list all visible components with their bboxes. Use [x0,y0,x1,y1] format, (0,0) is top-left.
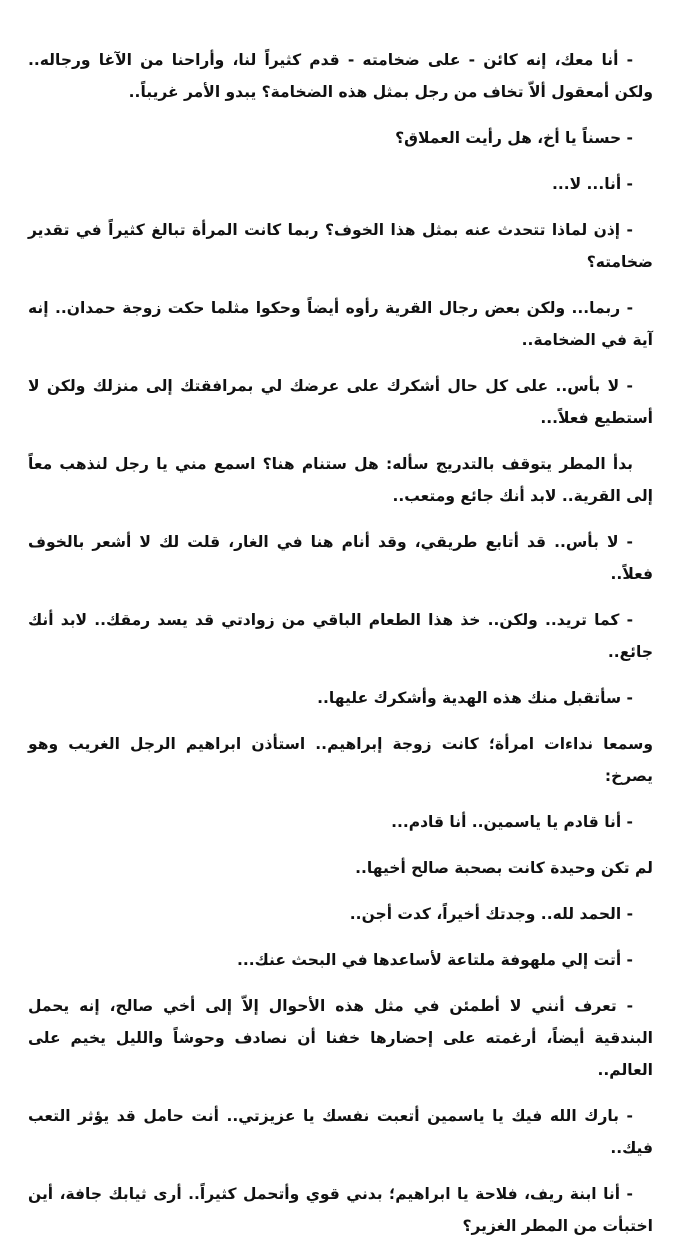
paragraph: - كما تريد.. ولكن.. خذ هذا الطعام الباقي من زوادتي قد يسد رمقك.. لابد أنك جائع.. [28,611,653,661]
paragraph: - أنا قادم يا ياسمين.. أنا قادم... [391,813,633,831]
paragraph: - ربما... ولكن بعض رجال القرية رأوه أيضاً وحكوا مثلما حكت زوجة حمدان.. إنه آية في الضخامة.. [28,299,653,349]
paragraph: - تعرف أنني لا أطمئن في مثل هذه الأحوال إلاّ إلى أخي صالح، إنه يحمل البندقية أيضاً، أرغمته على إحضارها خفنا أن نصادف وحوشاً والليل يخيم على العالم.. [28,997,653,1079]
paragraph: - حسناً يا أخ، هل رأيت العملاق؟ [395,129,633,147]
paragraph: - سأتقبل منك هذه الهدية وأشكرك عليها.. [317,689,633,707]
paragraph: - أنا ابنة ريف، فلاحة يا ابراهيم؛ بدني قوي وأتحمل كثيراً.. أرى ثيابك جافة، أين اختبأت من المطر الغزير؟ [28,1185,653,1235]
paragraph: - لا بأس.. قد أتابع طريقي، وقد أنام هنا في الغار، قلت لك لا أشعر بالخوف فعلاً.. [28,533,653,583]
paragraph: بدأ المطر يتوقف بالتدريج سأله: هل ستنام هنا؟ اسمع مني يا رجل لنذهب معاً إلى القرية.. لابد أنك جائع ومتعب.. [28,455,653,505]
paragraph: - الحمد لله.. وجدتك أخيراً، كدت أجن.. [349,905,633,923]
paragraph: لم تكن وحيدة كانت بصحبة صالح أخيها.. [355,859,653,877]
paragraph: - بارك الله فيك يا ياسمين أتعبت نفسك يا عزيزتي.. أنت حامل قد يؤثر التعب فيك.. [28,1107,653,1157]
paragraph: وسمعا نداءات امرأة؛ كانت زوجة إبراهيم.. استأذن ابراهيم الرجل الغريب وهو يصرخ: [28,735,653,785]
paragraph: - إذن لماذا تتحدث عنه بمثل هذا الخوف؟ ربما كانت المرأة تبالغ كثيراً في تقدير ضخامته؟ [28,221,653,271]
document-page [28,44,653,1256]
paragraph: - أتت إلي ملهوفة ملتاعة لأساعدها في البحث عنك... [236,951,633,969]
paragraph: - لا بأس.. على كل حال أشكرك على عرضك لي بمرافقتك إلى منزلك ولكن لا أستطيع فعلاً... [28,377,653,427]
paragraph: - أنا معك، إنه كائن - على ضخامته - قدم كثيراً لنا، وأراحنا من الآغا ورجاله.. ولكن أمعقول ألاّ تخاف من رجل بمثل هذه الضخامة؟ يبدو الأمر غريباً.. [28,51,653,101]
paragraph: - أنا... لا... [551,175,633,193]
